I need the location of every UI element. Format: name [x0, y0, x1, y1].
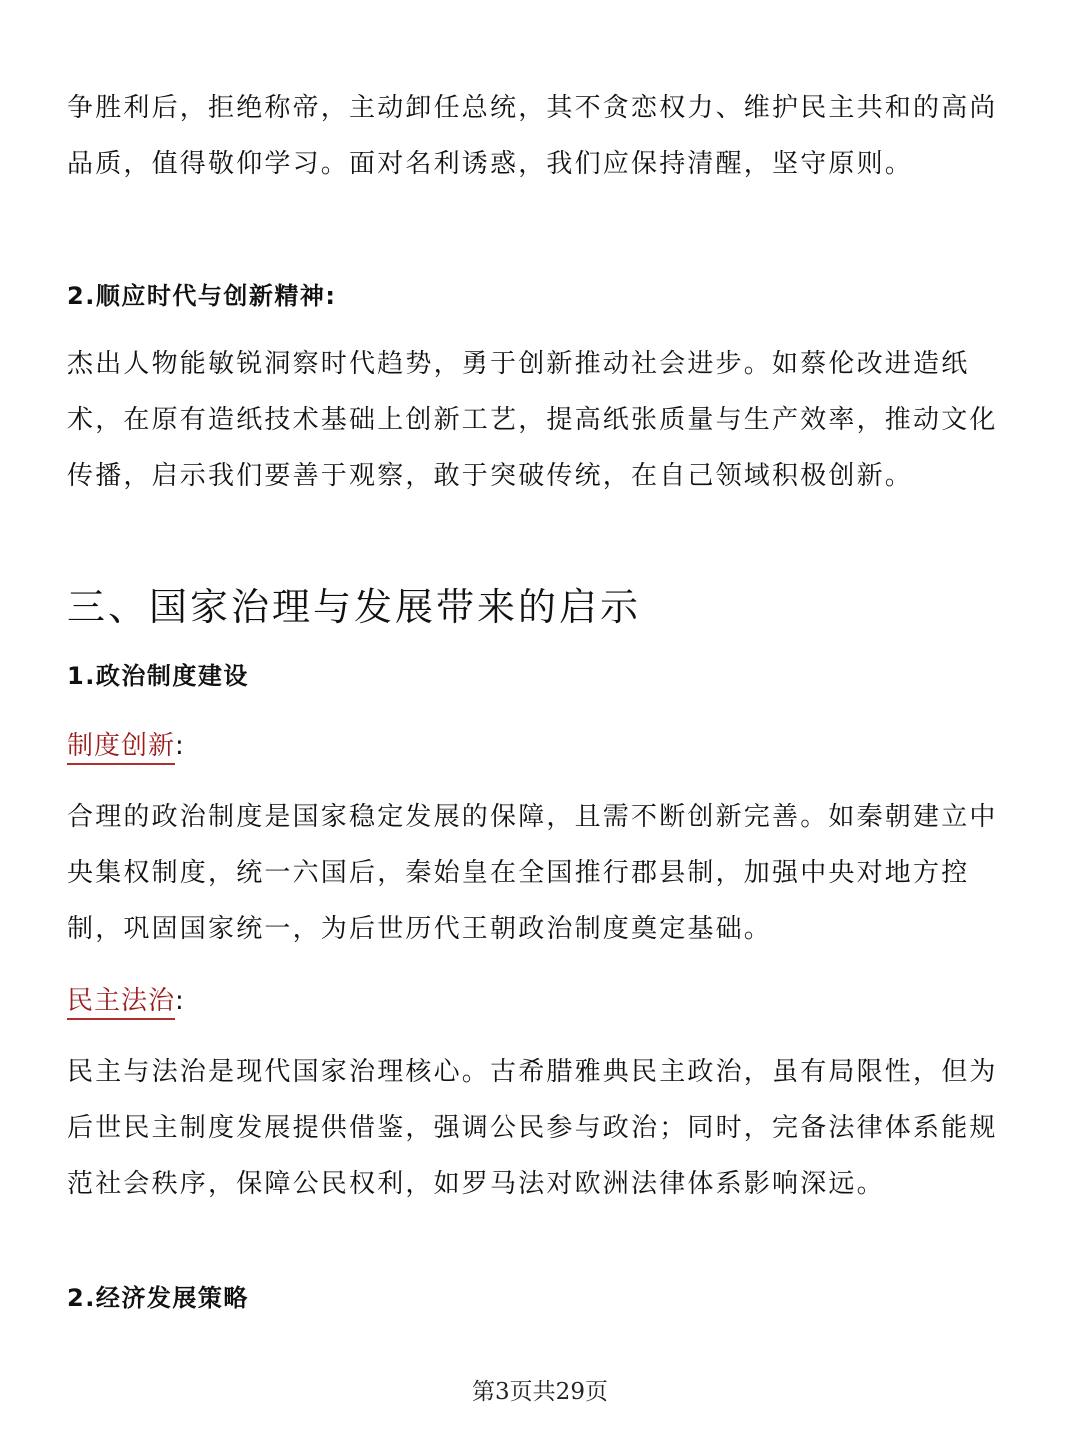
label2-paragraph: 民主与法治是现代国家治理核心。古希腊雅典民主政治，虽有局限性，但为后世民主制度发展提供借鉴，强调公民参与政治；同时，完备法律体系能规范社会秩序，保障公民权利，如罗马法对欧洲法律体系影响深远。	[67, 1057, 998, 1199]
label1-colon: :	[175, 731, 185, 761]
label1-block	[67, 726, 1017, 766]
sub2-heading: 2.经济发展策略	[67, 1284, 249, 1312]
intro-block	[67, 80, 1017, 192]
page-number-footer: 第3页共29页	[472, 1379, 608, 1405]
label2-colon: :	[175, 986, 185, 1016]
label-democracy-rule-of-law	[67, 981, 1017, 1021]
sub1-heading-block	[67, 656, 1017, 696]
label2-text: 民主法治	[67, 986, 175, 1020]
label2-block	[67, 981, 1017, 1021]
sub1-heading: 1.政治制度建设	[67, 662, 249, 690]
label1-paragraph: 合理的政治制度是国家稳定发展的保障，且需不断创新完善。如秦朝建立中央集权制度，统一六国后，秦始皇在全国推行郡县制，加强中央对地方控制，巩固国家统一，为后世历代王朝政治制度奠定基础。	[67, 802, 998, 944]
section2-block	[67, 336, 1017, 504]
label1-paragraph-block	[67, 789, 1017, 957]
section2-heading: 2.顺应时代与创新精神:	[67, 282, 337, 310]
label1-text: 制度创新	[67, 731, 175, 765]
label-institutional-innovation	[67, 726, 1017, 766]
section2-paragraph: 杰出人物能敏锐洞察时代趋势，勇于创新推动社会进步。如蔡伦改进造纸术，在原有造纸技术基础上创新工艺，提高纸张质量与生产效率，推动文化传播，启示我们要善于观察，敢于突破传统，在自己领域积极创新。	[67, 349, 998, 491]
section2-heading-block	[67, 276, 1017, 316]
intro-paragraph: 争胜利后，拒绝称帝，主动卸任总统，其不贪恋权力、维护民主共和的高尚品质，值得敬仰学习。面对名利诱惑，我们应保持清醒，坚守原则。	[67, 93, 998, 179]
section3-title-block	[67, 582, 1017, 632]
section3-title: 三、国家治理与发展带来的启示	[67, 585, 642, 629]
sub2-heading-block	[67, 1278, 1017, 1318]
label2-paragraph-block	[67, 1044, 1017, 1212]
